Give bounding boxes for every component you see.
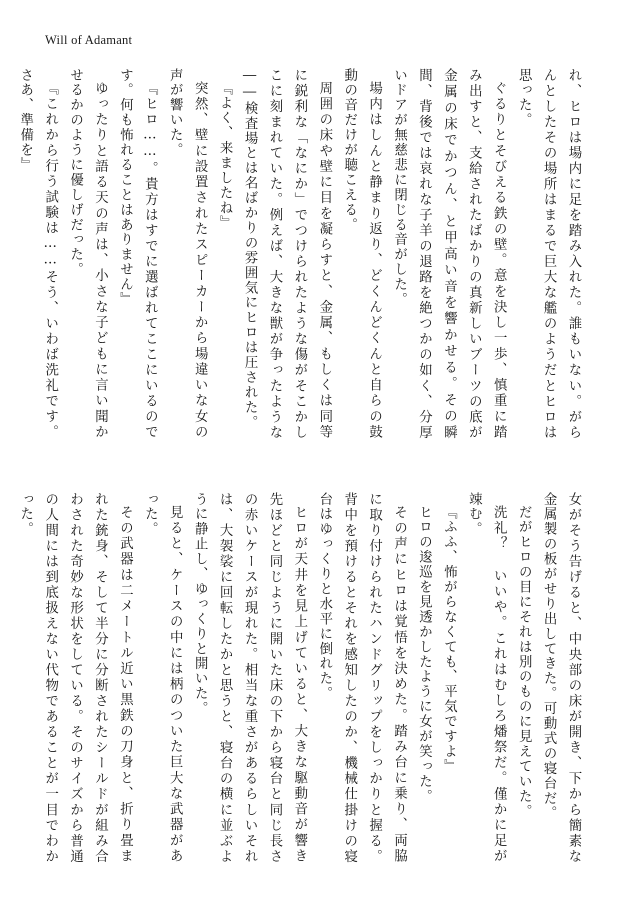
- paragraph: その武器は二メートル近い黒鉄の刀身と、折り畳まれた銃身、そして半分に分断されたシールドが組み合わされた奇妙な形状をしている。そのサイズから普通の人間には到底扱えない代物であることが一目でわかった。: [17, 492, 133, 864]
- paragraph: 『ヒロ……。貴方はすでに選ばれてここにいるのです。何も怖れることはありません』: [117, 68, 158, 440]
- paragraph: その声にヒロは覚悟を決めた。踏み台に乗り、両脇に取り付けられたハンドグリップをしっかりと握る。背中を預けるとそれを感知したのか、機械仕掛けの寝台はゆっくりと水平に倒れた。: [316, 492, 407, 864]
- paragraph: 『よく、来ましたね』: [217, 81, 233, 231]
- vertical-text-block-lower: [17, 492, 585, 864]
- paragraph: だがヒロの目にそれは別のものに見えていた。: [516, 505, 532, 820]
- running-header-title: Will of Adamant: [45, 33, 133, 47]
- paragraph: 女がそう告げると、中央部の床が開き、下から簡素な金属製の板がせり出してきた。可動式の寝台だ。: [541, 492, 581, 864]
- paragraph: 『ふふ、怖がらなくても、平気ですよ』: [441, 505, 457, 775]
- paragraph: 周囲の床や壁に目を凝らすと、金属、もしくは同等に鋭利な「なにか」でつけられたような傷がそこかしこに刻まれていた。例えば、大きな獣が争ったような――検査場とは名ばかりの雰囲気にヒロは圧された。: [242, 68, 332, 440]
- paragraph: ゆったりと語る天の声は、小さな子どもに言い聞かせるかのように優しげだった。: [67, 68, 108, 440]
- paragraph: ぐるりとそびえる鉄の壁。意を決し一歩、慎重に踏み出すと、支給されたばかりの真新しいブーツの底が金属の床でかつん、と甲高い音を響かせる。その瞬間、背後では哀れな子羊の退路を絶つかの如く、分厚いドアが無慈悲に閉じる音がした。: [391, 68, 507, 440]
- paragraph: 場内はしんと静まり返り、どくんどくんと自らの鼓動の音だけが聴こえる。: [341, 68, 382, 440]
- paragraph: 洗礼？ いいや。これはむしろ燔祭だ。僅かに足が竦む。: [466, 492, 507, 864]
- paragraph: 見ると、ケースの中には柄のついた巨大な武器があった。: [142, 492, 183, 864]
- paragraph: ヒロの逡巡を見透かしたように女が笑った。: [416, 505, 432, 805]
- paragraph: 『これから行う試験は……そう、いわば洗礼です。さあ、準備を』: [17, 68, 58, 440]
- vertical-text-block-upper: [17, 68, 585, 440]
- paragraph: ヒロが天井を見上げていると、大きな駆動音が響き先ほどと同じように開いた床の下から寝台と同じ長さの赤いケースが現れた。相当な重さがあるらしいそれは、大袈裟に回転したかと思うと、寝台の横に並ぶように静止し、ゆっくりと開いた。: [192, 492, 307, 864]
- paragraph: れ、ヒロは場内に足を踏み入れた。誰もいない。がらんとしたその場所はまるで巨大な艦のようだとヒロは思った。: [516, 68, 581, 440]
- paragraph: 突然、壁に設置されたスピーカーから場違いな女の声が響いた。: [167, 68, 208, 440]
